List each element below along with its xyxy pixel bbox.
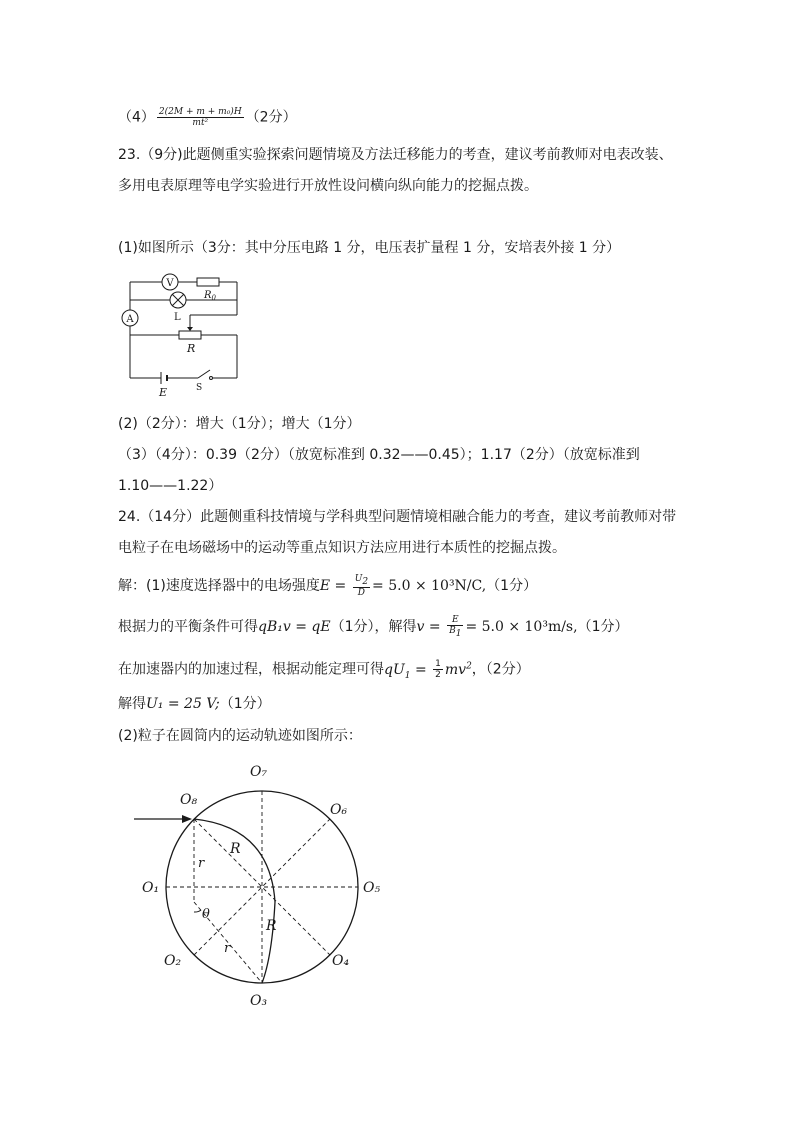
label-R-upper: R — [230, 841, 241, 857]
arrow-head-icon — [182, 815, 192, 823]
voltmeter-label: V — [166, 278, 174, 289]
q24-solution-step1: 解：(1)速度选择器中的电场强度E = $\frac{U_2}{D}$ = 5.0 × 10³N/C,（1分） — [118, 574, 538, 598]
label-theta: θ — [202, 907, 210, 922]
label-o7: O₇ — [250, 764, 268, 780]
q22-part4-answer: （4） $\frac{\text{2(2M + m + m₀)H}}{\text{mt²}}$ （2分） — [118, 107, 297, 128]
q24-solution-step2: 根据力的平衡条件可得qB₁v = qE（1分），解得v = $\frac{E}{B_1}$ = 5.0 × 10³m/s,（1分） — [118, 615, 629, 639]
q23-part3-line2: 1.10——1.22） — [118, 478, 223, 494]
q23-part2: (2)（2分）：增大（1分）；增大（1分） — [118, 416, 361, 432]
label-o2: O₂ — [164, 953, 182, 969]
theta-arc — [194, 910, 201, 912]
rheostat-label: R — [187, 342, 196, 355]
trajectory-diagram — [120, 752, 400, 1017]
q24-solution-step4: 解得U₁ = 25 V;（1分） — [118, 696, 271, 712]
q23-intro-line2: 多用电表原理等电学实验进行开放性设问横向纵向能力的挖掘点拨。 — [118, 178, 538, 194]
q23-intro-line1: 23.（9分)此题侧重实验探索问题情境及方法迁移能力的考查，建议考前教师对电表改装、 — [118, 147, 673, 163]
label-r-lower: r — [224, 941, 231, 956]
q23-part3-line1: （3）（4分）：0.39（2分）（放宽标准到 0.32——0.45）；1.17（2分）（放宽标准到 — [118, 447, 640, 463]
q24-solution-step3: 在加速器内的加速过程，根据动能定理可得$qU_1$ = $\frac{1}{2}$ $mv^2$，（2分） — [118, 659, 530, 681]
r0-resistor — [197, 278, 219, 286]
label-o5: O₅ — [363, 880, 381, 896]
q24-part2: (2)粒子在圆筒内的运动轨迹如图所示： — [118, 728, 362, 744]
q22-fraction: $\frac{\text{2(2M + m + m₀)H}}{\text{mt²}}$ — [158, 107, 242, 128]
circuit-diagram — [110, 268, 250, 400]
q24-intro-line2: 电粒子在电场磁场中的运动等重点知识方法应用进行本质性的挖掘点拨。 — [118, 540, 566, 556]
label-o4: O₄ — [332, 953, 350, 969]
r0-label: $R_0$ — [204, 290, 216, 302]
label-o8: O₈ — [180, 792, 198, 808]
label-o1: O₁ — [142, 880, 160, 896]
label-R-lower: R — [266, 918, 277, 934]
q23-part1: (1)如图所示（3分：其中分压电路 1 分，电压表扩量程 1 分，安培表外接 1 分） — [118, 240, 621, 256]
switch-label: S — [196, 383, 203, 393]
slider-arrow-icon — [187, 327, 193, 331]
battery-label: E — [159, 386, 168, 399]
label-o3: O₃ — [250, 993, 268, 1009]
label-o6: O₆ — [330, 802, 348, 818]
ammeter-label: A — [126, 314, 134, 325]
switch-icon — [198, 370, 210, 378]
rheostat — [179, 331, 201, 339]
label-r-upper: r — [198, 856, 205, 871]
lamp-label: L — [174, 312, 181, 323]
q24-intro-line1: 24.（14分）此题侧重科技情境与学科典型问题情境相融合能力的考查，建议考前教师对带 — [118, 509, 677, 525]
